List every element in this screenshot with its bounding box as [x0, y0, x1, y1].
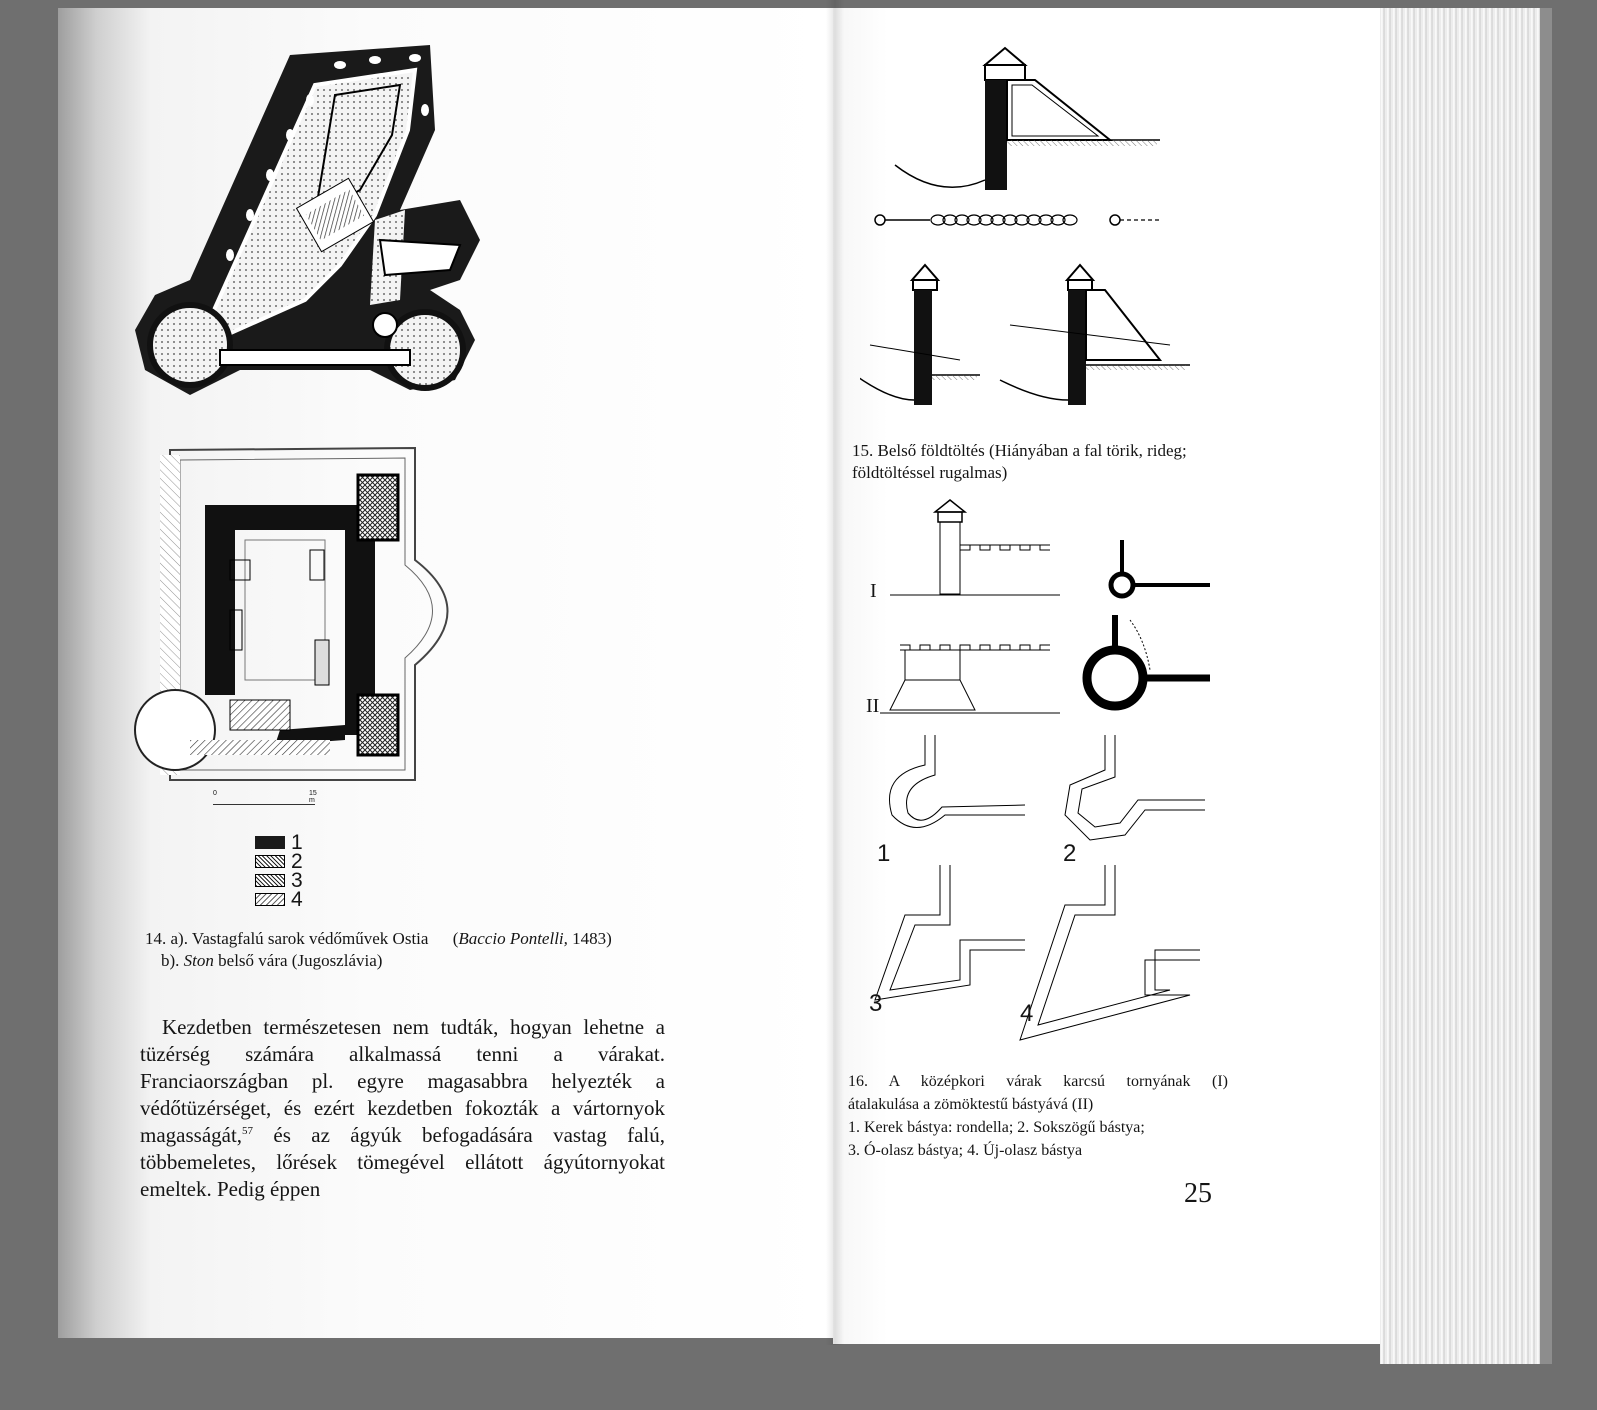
body-text-part2: és az ágyúk befogadására vastag falú, többemeletes, lőrések tömegével ellátott ágyútornyokat emeltek. Pedig éppen: [140, 1123, 665, 1201]
caption-b-place: Ston: [183, 951, 214, 970]
scale-line: [213, 804, 315, 805]
figure16-caption: [848, 1070, 1228, 1162]
figure16-caption-line3: 1. Kerek bástya: rondella; 2. Sokszögű bástya;: [848, 1119, 1145, 1136]
row-label-I: I: [870, 580, 877, 602]
caption-a-year: 1483): [572, 929, 612, 948]
figure15-caption-line1: 15. Belső földtöltés (Hiányában a fal törik, rideg;: [852, 441, 1187, 460]
scale-end: 15 m: [309, 790, 317, 804]
figure14-caption-line-a: [145, 928, 665, 950]
bastion-number-3: 3: [869, 990, 883, 1017]
figure14-caption-line-b: [145, 950, 665, 972]
figure14-caption: [145, 928, 665, 972]
figure16-caption-line1: 16. A középkori várak karcsú tornyának (I): [848, 1073, 1228, 1090]
figure15-caption-line2: földtöltéssel rugalmas): [852, 463, 1008, 482]
figure15-caption: [852, 440, 1232, 484]
bastion-number-4: 4: [1020, 1000, 1034, 1027]
earth-rampart-diagram: [860, 40, 1190, 420]
legend-swatch-solid: [255, 836, 285, 849]
legend-label-3: 3: [291, 869, 303, 892]
caption-b-text: belső vára (Jugoszlávia): [218, 951, 383, 970]
page-edge-stack: [1380, 8, 1552, 1364]
legend-label-1: 1: [291, 831, 303, 854]
legend-swatch-hatch: [255, 874, 285, 887]
row-label-II: II: [866, 695, 880, 717]
caption-a-label: 14. a).: [145, 929, 188, 948]
bastion-number-1: 1: [877, 840, 891, 867]
legend-swatch-light-hatch: [255, 893, 285, 906]
ostia-fortress-plan: [130, 40, 500, 400]
bastion-number-2: 2: [1063, 840, 1077, 867]
scale-start: 0: [213, 790, 217, 797]
caption-a-author: Baccio Pontelli,: [458, 929, 568, 948]
legend-label-2: 2: [291, 850, 303, 873]
book-gutter: [826, 0, 844, 1345]
legend-swatch-crosshatch: [255, 855, 285, 868]
figure16-caption-line4: 3. Ó-olasz bástya; 4. Új-olasz bástya: [848, 1142, 1083, 1159]
body-paragraph: [140, 1014, 665, 1203]
body-text-part1: Kezdetben természetesen nem tudták, hogyan lehetne a tüzérség számára alkalmassá tenni a várakat. Franciaországban pl. egyre magasabbra helyezték a védőtüzérséget, és ezért kezdetben fokozták a vártornyok magasságát,: [140, 1015, 665, 1147]
footnote-marker: 57: [242, 1125, 254, 1137]
legend-label-4: 4: [291, 888, 303, 911]
caption-a-paren: (: [452, 929, 459, 948]
caption-b-label: b).: [161, 951, 180, 970]
figure16-caption-line2: átalakulása a zömöktestű bástyává (II): [848, 1096, 1094, 1113]
caption-a-text: Vastagfalú sarok védőművek Ostia: [191, 929, 429, 948]
bastion-evolution-diagram: [860, 495, 1230, 1070]
ston-castle-plan: [130, 440, 480, 810]
page-number: 25: [1184, 1178, 1212, 1209]
scale-bar: [213, 790, 323, 810]
